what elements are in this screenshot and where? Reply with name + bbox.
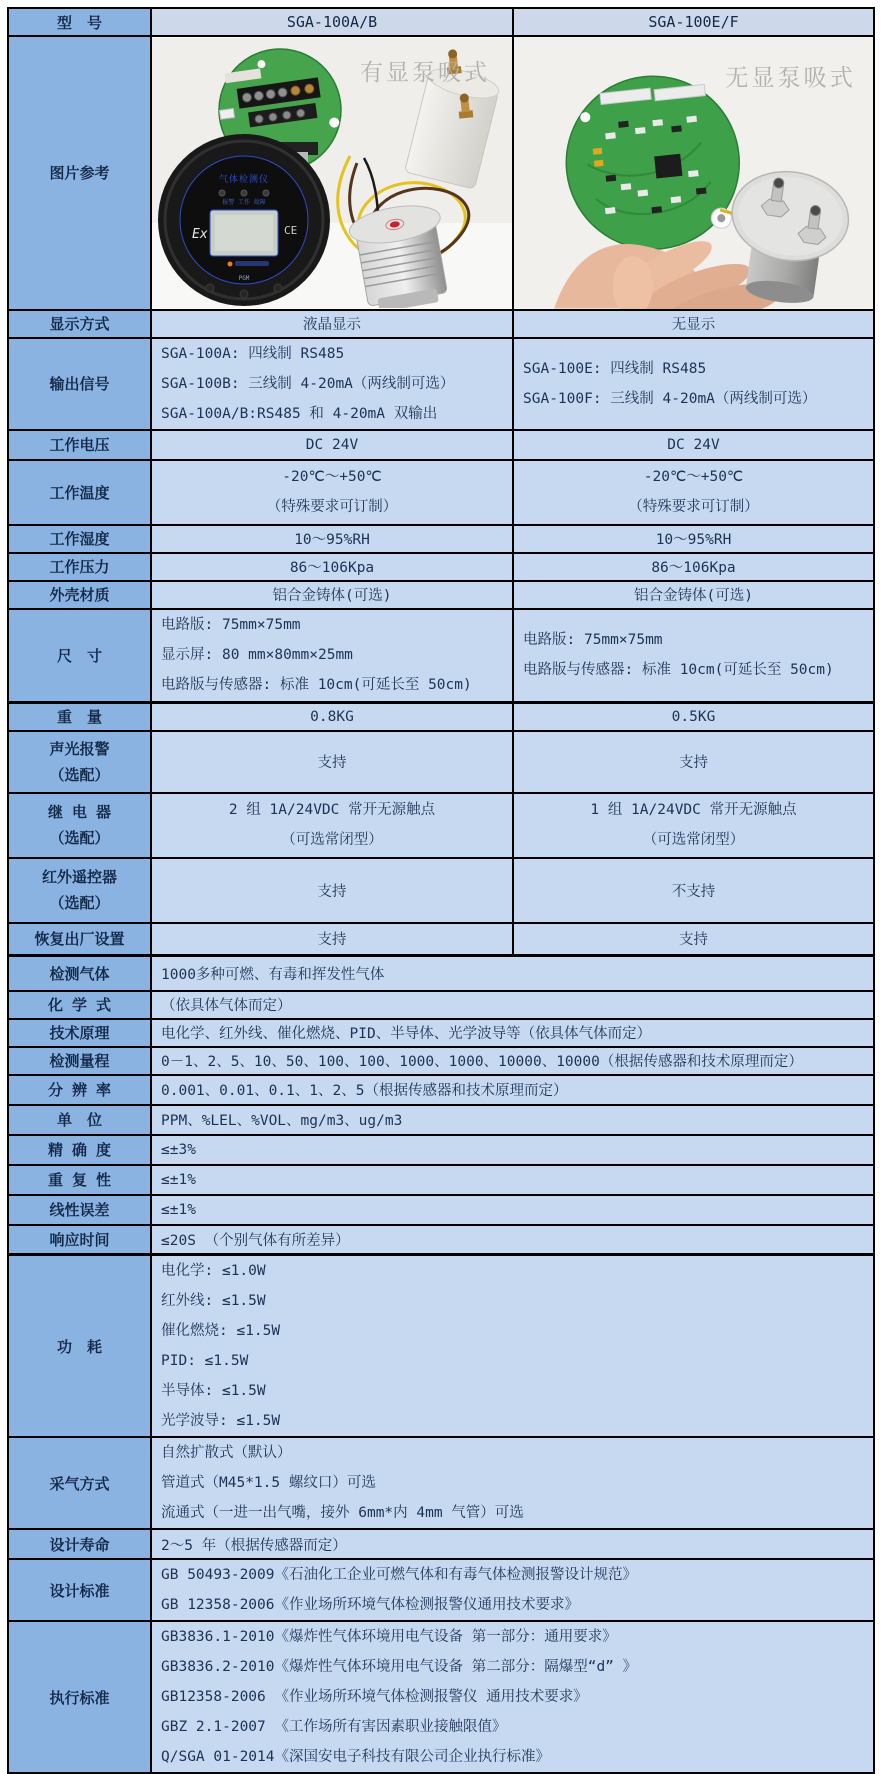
spec-value-a: 10～95%RH <box>151 525 513 553</box>
ex-mark: Ex <box>192 226 208 242</box>
row-label: 功 耗 <box>8 1255 151 1438</box>
spec-value: 自然扩散式（默认） 管道式（M45*1.5 螺纹口）可选 流通式（一进一出气嘴，接外 6mm*内 4mm 气管）可选 <box>151 1437 874 1529</box>
led-alarm <box>219 190 225 196</box>
spec-value-a: 液晶显示 <box>151 310 513 338</box>
spec-value-b: DC 24V <box>513 430 874 460</box>
row-pressure <box>8 553 874 581</box>
spec-value-b: 0.5KG <box>513 703 874 731</box>
row-label: 工作温度 <box>8 460 151 525</box>
row-response-time <box>8 1225 874 1255</box>
spec-value: PPM、%LEL、%VOL、mg/m3、ug/m3 <box>151 1105 874 1135</box>
detector-button <box>240 290 248 298</box>
row-repeatability <box>8 1165 874 1195</box>
row-label: 工作压力 <box>8 553 151 581</box>
row-range <box>8 1047 874 1075</box>
row-display <box>8 310 874 338</box>
spec-value-a: 86～106Kpa <box>151 553 513 581</box>
row-label: 响应时间 <box>8 1225 151 1255</box>
spec-value: ≤20S （个别气体有所差异） <box>151 1225 874 1255</box>
detector-button <box>206 284 214 292</box>
spec-value: ≤±3% <box>151 1135 874 1165</box>
spec-value-a: 支持 <box>151 923 513 956</box>
spec-value-b: 支持 <box>513 731 874 793</box>
row-dimensions <box>8 609 874 703</box>
product-photo-b <box>513 36 874 310</box>
row-label: 恢复出厂设置 <box>8 923 151 956</box>
row-label: 技术原理 <box>8 1019 151 1047</box>
row-label: 设计标准 <box>8 1559 151 1621</box>
row-output-signal <box>8 338 874 430</box>
row-label: 检测量程 <box>8 1047 151 1075</box>
row-formula <box>8 991 874 1019</box>
photo-a-illustration <box>152 38 512 308</box>
row-label: 继 电 器 （选配） <box>8 793 151 858</box>
spec-value: ≤±1% <box>151 1165 874 1195</box>
row-relay <box>8 793 874 858</box>
row-principle <box>8 1019 874 1047</box>
detector-illustration <box>158 134 330 306</box>
model-b-header: SGA-100E/F <box>513 8 874 36</box>
row-label: 化 学 式 <box>8 991 151 1019</box>
row-label: 采气方式 <box>8 1437 151 1529</box>
photo-row <box>8 36 874 310</box>
spec-value-b: SGA-100E: 四线制 RS485 SGA-100F: 三线制 4-20mA（两线制可选） <box>513 338 874 430</box>
watermark-a: 有显泵吸式 <box>360 59 490 86</box>
row-lifespan <box>8 1529 874 1559</box>
row-alarm <box>8 731 874 793</box>
row-power <box>8 1255 874 1438</box>
row-housing <box>8 581 874 609</box>
spec-value: ≤±1% <box>151 1195 874 1225</box>
row-label: 工作湿度 <box>8 525 151 553</box>
spec-value-b: 86～106Kpa <box>513 553 874 581</box>
spec-value: 电化学、红外线、催化燃烧、PID、半导体、光学波导等（依具体气体而定） <box>151 1019 874 1047</box>
spec-value-a: 支持 <box>151 731 513 793</box>
detector-title: 气体检测仪 <box>218 174 270 185</box>
row-label: 设计寿命 <box>8 1529 151 1559</box>
row-label: 显示方式 <box>8 310 151 338</box>
spec-value-b: 无显示 <box>513 310 874 338</box>
led-fault <box>263 190 269 196</box>
row-design-standard <box>8 1559 874 1621</box>
row-exec-standard <box>8 1621 874 1773</box>
spec-value: GB 50493-2009《石油化工企业可燃气体和有毒气体检测报警设计规范》 GB 12358-2006《作业场所环境气体检测报警仪通用技术要求》 <box>151 1559 874 1621</box>
spec-value-b: -20℃～+50℃ （特殊要求可订制） <box>513 460 874 525</box>
spec-value-a: 电路版: 75mm×75mm 显示屏: 80 mm×80mm×25mm 电路版与传感器: 标准 10cm(可延长至 50cm) <box>151 609 513 703</box>
spec-value: 0－1、2、5、10、50、100、100、1000、1000、10000、10000（根据传感器和技术原理而定） <box>151 1047 874 1075</box>
spec-value-a: 铝合金铸体(可选) <box>151 581 513 609</box>
led-work <box>241 190 247 196</box>
row-label: 尺 寸 <box>8 609 151 703</box>
detector-button <box>274 284 282 292</box>
row-label: 执行标准 <box>8 1621 151 1773</box>
row-label: 声光报警 （选配） <box>8 731 151 793</box>
row-unit <box>8 1105 874 1135</box>
pgm-button-label: PGM <box>238 274 250 282</box>
spec-value-b: 不支持 <box>513 858 874 923</box>
spec-value-a: -20℃～+50℃ （特殊要求可订制） <box>151 460 513 525</box>
row-sampling <box>8 1437 874 1529</box>
row-label: 输出信号 <box>8 338 151 430</box>
watermark-b: 无显泵吸式 <box>725 65 856 92</box>
led-labels: 报警 工作 故障 <box>222 198 266 206</box>
spec-value-a: DC 24V <box>151 430 513 460</box>
row-gases <box>8 956 874 991</box>
product-photo-a <box>151 36 513 310</box>
spec-value: 1000多种可燃、有毒和挥发性气体 <box>151 956 874 991</box>
row-label: 重 量 <box>8 703 151 731</box>
header-row <box>8 8 874 36</box>
spec-value-a: SGA-100A: 四线制 RS485 SGA-100B: 三线制 4-20mA（两线制可选） SGA-100A/B:RS485 和 4-20mA 双输出 <box>151 338 513 430</box>
product-spec-table <box>7 7 875 1774</box>
spec-value: 0.001、0.01、0.1、1、2、5（根据传感器和技术原理而定） <box>151 1075 874 1105</box>
spec-value-b: 电路版: 75mm×75mm 电路版与传感器: 标准 10cm(可延长至 50cm) <box>513 609 874 703</box>
photo-b-illustration <box>514 37 873 309</box>
row-voltage <box>8 430 874 460</box>
row-humidity <box>8 525 874 553</box>
row-label: 单 位 <box>8 1105 151 1135</box>
spec-value: （依具体气体而定） <box>151 991 874 1019</box>
row-accuracy <box>8 1135 874 1165</box>
photo-row-label: 图片参考 <box>8 36 151 310</box>
row-label: 工作电压 <box>8 430 151 460</box>
spec-value-b: 1 组 1A/24VDC 常开无源触点 （可选常闭型） <box>513 793 874 858</box>
row-label: 重 复 性 <box>8 1165 151 1195</box>
model-header-label: 型 号 <box>8 8 151 36</box>
row-resolution <box>8 1075 874 1105</box>
spec-value: 2～5 年（根据传感器而定） <box>151 1529 874 1559</box>
row-weight <box>8 703 874 731</box>
spec-value: 电化学: ≤1.0W 红外线: ≤1.5W 催化燃烧: ≤1.5W PID: ≤1.5W 半导体: ≤1.5W 光学波导: ≤1.5W <box>151 1255 874 1438</box>
row-label: 分 辨 率 <box>8 1075 151 1105</box>
spec-value-b: 铝合金铸体(可选) <box>513 581 874 609</box>
spec-value-b: 支持 <box>513 923 874 956</box>
row-label: 线性误差 <box>8 1195 151 1225</box>
row-factory-reset <box>8 923 874 956</box>
row-temperature <box>8 460 874 525</box>
row-linearity <box>8 1195 874 1225</box>
spec-value-b: 10～95%RH <box>513 525 874 553</box>
model-a-header: SGA-100A/B <box>151 8 513 36</box>
spec-value-a: 2 组 1A/24VDC 常开无源触点 （可选常闭型） <box>151 793 513 858</box>
row-label: 红外遥控器 （选配） <box>8 858 151 923</box>
spec-value-a: 0.8KG <box>151 703 513 731</box>
row-label: 外壳材质 <box>8 581 151 609</box>
row-remote <box>8 858 874 923</box>
ce-mark: CE <box>284 223 298 237</box>
row-label: 精 确 度 <box>8 1135 151 1165</box>
spec-value: GB3836.1-2010《爆炸性气体环境用电气设备 第一部分：通用要求》 GB3836.2-2010《爆炸性气体环境用电气设备 第二部分：隔爆型“d” 》 GB12358-2006 《作业场所环境气体检测报警仪 通用技术要求》 GBZ 2.1-2007 《工作场所有害因素职业接触限值》 Q/SGA 01-2014《深国安电子科技有限公司企业执行标准》 <box>151 1621 874 1773</box>
row-label: 检测气体 <box>8 956 151 991</box>
spec-value-a: 支持 <box>151 858 513 923</box>
